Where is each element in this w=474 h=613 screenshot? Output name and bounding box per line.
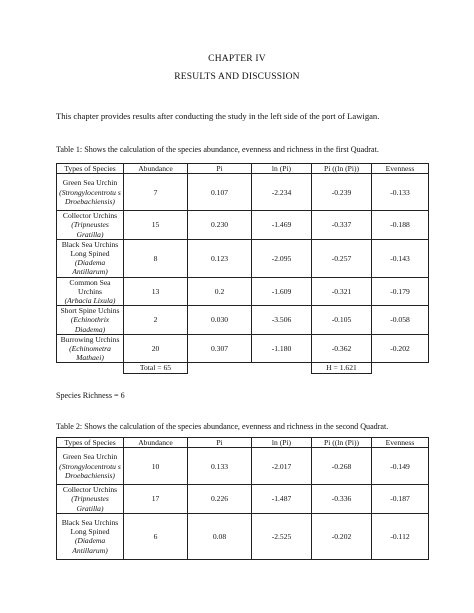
table-row xyxy=(57,174,429,211)
table-row xyxy=(57,334,429,363)
pi-ln-pi-cell: -0.202 xyxy=(312,513,372,559)
evenness-cell: -0.133 xyxy=(372,174,429,211)
pi-ln-pi-cell: -0.337 xyxy=(312,211,372,240)
header-types: Types of Species xyxy=(57,438,124,448)
ln-pi-cell: -2.525 xyxy=(252,513,312,559)
pi-ln-pi-cell: -0.268 xyxy=(312,448,372,485)
pi-ln-pi-cell: -0.239 xyxy=(312,174,372,211)
ln-pi-cell: -1.487 xyxy=(252,485,312,514)
evenness-cell: -0.179 xyxy=(372,277,429,306)
abundance-cell: 8 xyxy=(124,239,188,277)
ln-pi-cell: -1.469 xyxy=(252,211,312,240)
scientific-name: (Tripneustes Gratilla) xyxy=(71,220,109,239)
header-pi-ln-pi: Pi ((ln (Pi)) xyxy=(312,164,372,174)
total-cell: Total = 65 xyxy=(124,363,188,373)
table2 xyxy=(56,437,429,560)
header-ln-pi: ln (Pi) xyxy=(252,164,312,174)
common-name: Short Spine Uchins xyxy=(60,306,120,316)
ln-pi-cell: -2.017 xyxy=(252,448,312,485)
abundance-cell: 2 xyxy=(124,306,188,335)
scientific-name: (Echinothrix Diadema) xyxy=(70,315,110,334)
header-evenness: Evenness xyxy=(372,438,429,448)
table-row xyxy=(57,211,429,240)
species-cell xyxy=(57,277,124,306)
pi-cell: 0.230 xyxy=(188,211,252,240)
species-cell xyxy=(57,174,124,211)
section-heading: RESULTS AND DISCUSSION xyxy=(174,72,300,82)
evenness-cell: -0.112 xyxy=(372,513,429,559)
evenness-cell: -0.058 xyxy=(372,306,429,335)
pi-cell: 0.2 xyxy=(188,277,252,306)
common-name: Common Sea Urchins xyxy=(69,277,111,296)
pi-cell: 0.133 xyxy=(188,448,252,485)
species-cell xyxy=(57,448,124,485)
pi-cell: 0.107 xyxy=(188,174,252,211)
species-cell xyxy=(57,306,124,335)
species-cell xyxy=(57,513,124,559)
abundance-cell: 15 xyxy=(124,211,188,240)
scientific-name: (Echinometra Mathaei) xyxy=(69,344,111,363)
header-evenness: Evenness xyxy=(372,164,429,174)
pi-ln-pi-cell: -0.362 xyxy=(312,334,372,363)
common-name: Collector Urchins xyxy=(62,211,118,221)
abundance-cell: 20 xyxy=(124,334,188,363)
pi-ln-pi-cell: -0.105 xyxy=(312,306,372,335)
evenness-cell: -0.188 xyxy=(372,211,429,240)
species-cell xyxy=(57,485,124,514)
scientific-name: (Diadema Antillarum) xyxy=(72,536,108,555)
ln-pi-cell: -3.506 xyxy=(252,306,312,335)
evenness-cell: -0.202 xyxy=(372,334,429,363)
abundance-cell: 13 xyxy=(124,277,188,306)
common-name: Black Sea Urchins Long Spined xyxy=(61,239,119,259)
scientific-name: (Arbacia Lixula) xyxy=(64,296,116,306)
header-pi-ln-pi: Pi ((ln (Pi)) xyxy=(312,438,372,448)
evenness-cell: -0.143 xyxy=(372,239,429,277)
table1-total-row xyxy=(57,363,429,373)
table-row xyxy=(57,239,429,277)
table2-caption: Table 2: Shows the calculation of the species abundance, evenness and richness in the second Quadrat. xyxy=(56,422,389,431)
ln-pi-cell: -2.095 xyxy=(252,239,312,277)
pi-ln-pi-cell: -0.257 xyxy=(312,239,372,277)
scientific-name: (Tripneustes Gratilla) xyxy=(71,494,109,513)
pi-cell: 0.08 xyxy=(188,513,252,559)
table1-caption: Table 1: Shows the calculation of the species abundance, evenness and richness in the first Quadrat. xyxy=(56,145,379,154)
header-types: Types of Species xyxy=(57,164,124,174)
table2-header-row xyxy=(57,438,429,448)
header-abundance: Abundance xyxy=(124,438,188,448)
table1-header-row xyxy=(57,164,429,174)
abundance-cell: 10 xyxy=(124,448,188,485)
pi-ln-pi-cell: -0.336 xyxy=(312,485,372,514)
table-row xyxy=(57,513,429,559)
scientific-name: (Strongylocentrotu s Droebachiensis) xyxy=(59,187,121,206)
common-name: Green Sea Urchin xyxy=(62,452,118,462)
h-cell: H = 1.621 xyxy=(312,363,372,373)
pi-ln-pi-cell: -0.321 xyxy=(312,277,372,306)
chapter-heading: CHAPTER IV xyxy=(208,54,266,64)
pi-cell: 0.030 xyxy=(188,306,252,335)
ln-pi-cell: -1.180 xyxy=(252,334,312,363)
pi-cell: 0.226 xyxy=(188,485,252,514)
scientific-name: (Strongylocentrotu s Droebachiensis) xyxy=(59,461,121,480)
evenness-cell: -0.187 xyxy=(372,485,429,514)
abundance-cell: 17 xyxy=(124,485,188,514)
table1 xyxy=(56,163,429,374)
common-name: Collector Urchins xyxy=(62,485,118,495)
scientific-name: (Diadema Antillarum) xyxy=(72,258,108,277)
common-name: Black Sea Urchins Long Spined xyxy=(61,517,119,537)
intro-paragraph: This chapter provides results after conducting the study in the left side of the port of Lawigan. xyxy=(56,111,380,121)
common-name: Burrowing Urchins xyxy=(60,334,120,344)
pi-cell: 0.123 xyxy=(188,239,252,277)
abundance-cell: 7 xyxy=(124,174,188,211)
ln-pi-cell: -2.234 xyxy=(252,174,312,211)
common-name: Green Sea Urchin xyxy=(62,178,118,188)
evenness-cell: -0.149 xyxy=(372,448,429,485)
table-row xyxy=(57,448,429,485)
header-pi: Pi xyxy=(188,164,252,174)
ln-pi-cell: -1.609 xyxy=(252,277,312,306)
species-cell xyxy=(57,211,124,240)
header-ln-pi: ln (Pi) xyxy=(252,438,312,448)
table-row xyxy=(57,485,429,514)
species-cell xyxy=(57,239,124,277)
table-row xyxy=(57,277,429,306)
pi-cell: 0.307 xyxy=(188,334,252,363)
abundance-cell: 6 xyxy=(124,513,188,559)
header-abundance: Abundance xyxy=(124,164,188,174)
species-cell xyxy=(57,334,124,363)
species-richness: Species Richness = 6 xyxy=(56,391,125,400)
table-row xyxy=(57,306,429,335)
header-pi: Pi xyxy=(188,438,252,448)
